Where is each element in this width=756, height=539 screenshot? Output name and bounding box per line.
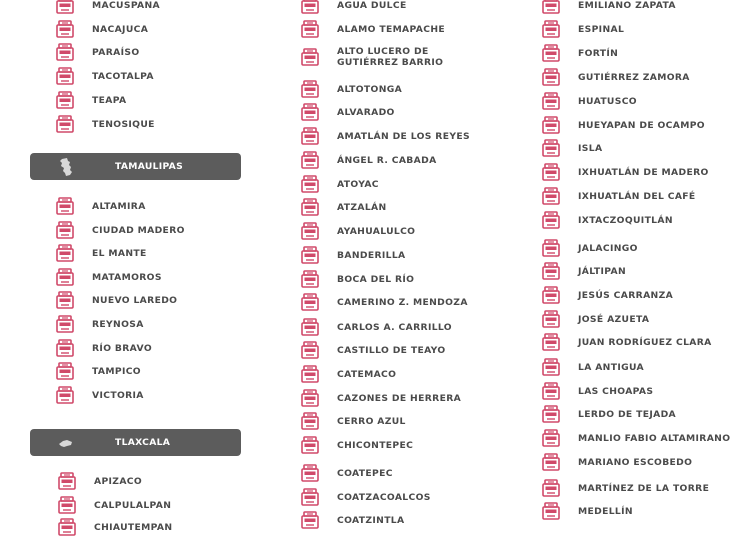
municipality-label: RÍO BRAVO bbox=[92, 342, 152, 354]
ballot-box-icon bbox=[542, 479, 560, 497]
municipality-label: CHICONTEPEC bbox=[337, 439, 414, 451]
municipality-label: TENOSIQUE bbox=[92, 118, 155, 130]
ballot-box-icon bbox=[542, 310, 560, 328]
municipality-label: ALTOTONGA bbox=[337, 83, 403, 95]
ballot-box-icon bbox=[301, 464, 319, 482]
ballot-box-icon bbox=[301, 198, 319, 216]
municipality-label: LAS CHOAPAS bbox=[578, 385, 654, 397]
municipality-item[interactable] bbox=[542, 501, 633, 521]
municipality-label: JESÚS CARRANZA bbox=[578, 289, 674, 301]
municipality-item[interactable] bbox=[542, 210, 673, 230]
municipality-label: CALPULALPAN bbox=[94, 499, 172, 511]
municipality-label: MATAMOROS bbox=[92, 271, 162, 283]
municipality-label: PARAÍSO bbox=[92, 46, 140, 58]
municipality-item[interactable] bbox=[542, 381, 653, 401]
municipality-label: ALVARADO bbox=[337, 106, 395, 118]
municipality-item[interactable] bbox=[542, 285, 673, 305]
municipality-item[interactable] bbox=[301, 435, 413, 455]
municipality-item[interactable] bbox=[542, 138, 602, 158]
municipality-item[interactable] bbox=[56, 220, 185, 240]
municipality-item[interactable] bbox=[58, 517, 172, 537]
municipality-item[interactable] bbox=[542, 186, 696, 206]
state-label: TAMAULIPAS bbox=[115, 161, 183, 172]
municipality-item[interactable] bbox=[56, 267, 162, 287]
ballot-box-icon bbox=[301, 488, 319, 506]
municipality-label: JALACINGO bbox=[578, 242, 638, 254]
municipality-item[interactable] bbox=[56, 0, 160, 15]
ballot-box-icon bbox=[56, 315, 74, 333]
municipality-label: TAMPICO bbox=[92, 365, 141, 377]
ballot-box-icon bbox=[542, 358, 560, 376]
municipality-label: HUATUSCO bbox=[578, 95, 637, 107]
municipality-label: TACOTALPA bbox=[92, 70, 154, 82]
municipality-label: ALTAMIRA bbox=[92, 200, 146, 212]
ballot-box-icon bbox=[542, 139, 560, 157]
municipality-item[interactable] bbox=[542, 115, 705, 135]
municipality-item[interactable] bbox=[301, 102, 395, 122]
ballot-box-icon bbox=[542, 20, 560, 38]
ballot-box-icon bbox=[301, 222, 319, 240]
municipality-label: COATEPEC bbox=[337, 467, 393, 479]
municipality-label: ÁNGEL R. CABADA bbox=[337, 154, 437, 166]
ballot-box-icon bbox=[301, 80, 319, 98]
ballot-box-icon bbox=[56, 43, 74, 61]
municipality-item[interactable] bbox=[542, 452, 692, 472]
municipality-item[interactable] bbox=[542, 238, 638, 258]
ballot-box-icon bbox=[56, 244, 74, 262]
municipality-label: BOCA DEL RÍO bbox=[337, 273, 415, 285]
ballot-box-icon bbox=[58, 496, 76, 514]
municipality-label: CASTILLO DE TEAYO bbox=[337, 344, 446, 356]
ballot-box-icon bbox=[56, 20, 74, 38]
ballot-box-icon bbox=[542, 116, 560, 134]
municipality-item[interactable] bbox=[56, 19, 148, 39]
municipality-label: CAZONES DE HERRERA bbox=[337, 392, 462, 404]
municipality-label: ESPINAL bbox=[578, 23, 625, 35]
municipality-item[interactable] bbox=[56, 314, 144, 334]
municipality-label: COATZACOALCOS bbox=[337, 491, 431, 503]
municipality-label: MEDELLÍN bbox=[578, 505, 633, 517]
ballot-box-icon bbox=[301, 151, 319, 169]
ballot-box-icon bbox=[301, 365, 319, 383]
ballot-box-icon bbox=[542, 44, 560, 62]
ballot-box-icon bbox=[56, 0, 74, 14]
municipality-item[interactable] bbox=[301, 0, 407, 15]
municipality-label: MACUSPANA bbox=[92, 0, 161, 11]
municipality-item[interactable] bbox=[542, 478, 709, 498]
municipality-item[interactable] bbox=[542, 19, 624, 39]
ballot-box-icon bbox=[56, 197, 74, 215]
municipality-item[interactable] bbox=[542, 261, 626, 281]
municipality-item[interactable] bbox=[542, 91, 637, 111]
municipality-label: EL MANTE bbox=[92, 247, 147, 259]
municipality-item[interactable] bbox=[301, 150, 437, 170]
municipality-label: ATOYAC bbox=[337, 178, 379, 190]
ballot-box-icon bbox=[56, 67, 74, 85]
municipality-item[interactable] bbox=[301, 19, 445, 39]
ballot-box-icon bbox=[56, 91, 74, 109]
state-header-tlaxcala[interactable] bbox=[30, 429, 241, 456]
tamaulipas-map-icon bbox=[58, 158, 74, 176]
municipality-item[interactable] bbox=[301, 269, 414, 289]
municipality-item[interactable] bbox=[301, 197, 387, 217]
municipality-label: CAMERINO Z. MENDOZA bbox=[337, 296, 468, 308]
ballot-box-icon bbox=[56, 115, 74, 133]
municipality-label: FORTÍN bbox=[578, 47, 619, 59]
municipality-label: GUTIÉRREZ ZAMORA bbox=[578, 71, 690, 83]
municipality-label: CIUDAD MADERO bbox=[92, 224, 185, 236]
municipality-label: NACAJUCA bbox=[92, 23, 149, 35]
municipality-item[interactable] bbox=[58, 471, 142, 491]
municipality-item[interactable] bbox=[301, 364, 396, 384]
ballot-box-icon bbox=[56, 386, 74, 404]
municipality-item[interactable] bbox=[301, 487, 431, 507]
municipality-label: AMATLÁN DE LOS REYES bbox=[337, 130, 470, 142]
municipality-label: HUEYAPAN DE OCAMPO bbox=[578, 119, 705, 131]
ballot-box-icon bbox=[542, 405, 560, 423]
ballot-box-icon bbox=[56, 268, 74, 286]
municipality-item[interactable] bbox=[56, 114, 155, 134]
ballot-box-icon bbox=[301, 20, 319, 38]
ballot-box-icon bbox=[301, 127, 319, 145]
municipality-item[interactable] bbox=[301, 388, 461, 408]
municipality-item[interactable] bbox=[301, 292, 468, 312]
municipality-label: MANLIO FABIO ALTAMIRANO bbox=[578, 432, 731, 444]
municipality-label: COATZINTLA bbox=[337, 514, 405, 526]
ballot-box-icon bbox=[542, 262, 560, 280]
municipality-item[interactable] bbox=[542, 309, 649, 329]
municipality-label: VICTORIA bbox=[92, 389, 144, 401]
ballot-box-icon bbox=[542, 0, 560, 14]
municipality-item[interactable] bbox=[56, 338, 152, 358]
municipality-label: ISLA bbox=[578, 142, 603, 154]
municipality-item[interactable] bbox=[301, 47, 487, 67]
municipality-label: TEAPA bbox=[92, 94, 127, 106]
municipality-item[interactable] bbox=[542, 0, 676, 15]
municipality-item[interactable] bbox=[301, 126, 470, 146]
municipality-item[interactable] bbox=[58, 495, 171, 515]
municipality-item[interactable] bbox=[542, 357, 644, 377]
municipality-item[interactable] bbox=[542, 43, 618, 63]
municipality-label: CERRO AZUL bbox=[337, 415, 406, 427]
municipality-item[interactable] bbox=[301, 510, 404, 530]
municipality-item[interactable] bbox=[56, 243, 147, 263]
municipality-label: CARLOS A. CARRILLO bbox=[337, 321, 452, 333]
ballot-box-icon bbox=[542, 211, 560, 229]
municipality-label: JÁLTIPAN bbox=[578, 265, 627, 277]
ballot-box-icon bbox=[542, 429, 560, 447]
tlaxcala-map-icon bbox=[58, 434, 74, 452]
ballot-box-icon bbox=[542, 239, 560, 257]
ballot-box-icon bbox=[301, 0, 319, 14]
municipality-label: NUEVO LAREDO bbox=[92, 294, 178, 306]
municipality-item[interactable] bbox=[301, 411, 406, 431]
municipality-item[interactable] bbox=[301, 79, 402, 99]
municipality-label: IXTACZOQUITLÁN bbox=[578, 214, 673, 226]
ballot-box-icon bbox=[542, 333, 560, 351]
municipality-label: AGUA DULCE bbox=[337, 0, 407, 11]
municipality-item[interactable] bbox=[542, 404, 676, 424]
municipality-label: IXHUATLÁN DEL CAFÉ bbox=[578, 190, 696, 202]
municipality-item[interactable] bbox=[301, 221, 415, 241]
municipality-label: MARIANO ESCOBEDO bbox=[578, 456, 693, 468]
municipality-label: ALAMO TEMAPACHE bbox=[337, 23, 445, 35]
ballot-box-icon bbox=[301, 175, 319, 193]
ballot-box-icon bbox=[542, 187, 560, 205]
ballot-box-icon bbox=[301, 246, 319, 264]
municipality-label: CATEMACO bbox=[337, 368, 397, 380]
ballot-box-icon bbox=[301, 293, 319, 311]
ballot-box-icon bbox=[542, 453, 560, 471]
ballot-box-icon bbox=[542, 92, 560, 110]
municipality-item[interactable] bbox=[56, 385, 144, 405]
municipality-item[interactable] bbox=[542, 162, 709, 182]
ballot-box-icon bbox=[301, 103, 319, 121]
ballot-box-icon bbox=[301, 389, 319, 407]
ballot-box-icon bbox=[301, 412, 319, 430]
ballot-box-icon bbox=[301, 436, 319, 454]
municipality-label: LA ANTIGUA bbox=[578, 361, 644, 373]
municipality-label: JUAN RODRÍGUEZ CLARA bbox=[578, 336, 712, 348]
ballot-box-icon bbox=[301, 270, 319, 288]
state-label: TLAXCALA bbox=[115, 437, 171, 448]
municipality-item[interactable] bbox=[56, 361, 141, 381]
state-header-tamaulipas[interactable] bbox=[30, 153, 241, 180]
municipality-item[interactable] bbox=[56, 90, 126, 110]
municipality-label: EMILIANO ZAPATA bbox=[578, 0, 676, 11]
ballot-box-icon bbox=[301, 48, 319, 66]
municipality-label: ATZALÁN bbox=[337, 201, 387, 213]
ballot-box-icon bbox=[542, 163, 560, 181]
municipality-label: BANDERILLA bbox=[337, 249, 406, 261]
municipality-item[interactable] bbox=[56, 42, 139, 62]
ballot-box-icon bbox=[542, 286, 560, 304]
municipality-item[interactable] bbox=[56, 290, 177, 310]
municipality-item[interactable] bbox=[301, 245, 406, 265]
municipality-item[interactable] bbox=[301, 174, 379, 194]
municipality-item[interactable] bbox=[542, 428, 730, 448]
municipality-item[interactable] bbox=[301, 340, 446, 360]
ballot-box-icon bbox=[542, 382, 560, 400]
ballot-box-icon bbox=[56, 339, 74, 357]
municipality-item[interactable] bbox=[542, 67, 690, 87]
ballot-box-icon bbox=[301, 341, 319, 359]
municipality-label: ALTO LUCERO DE GUTIÉRREZ BARRIO bbox=[337, 46, 444, 68]
ballot-box-icon bbox=[301, 318, 319, 336]
municipality-label: APIZACO bbox=[94, 475, 143, 487]
municipality-item[interactable] bbox=[301, 317, 452, 337]
ballot-box-icon bbox=[542, 502, 560, 520]
ballot-box-icon bbox=[301, 511, 319, 529]
municipality-label: CHIAUTEMPAN bbox=[94, 521, 173, 533]
municipality-label: JOSÉ AZUETA bbox=[578, 313, 650, 325]
ballot-box-icon bbox=[58, 472, 76, 490]
municipality-item[interactable] bbox=[56, 66, 154, 86]
ballot-box-icon bbox=[58, 518, 76, 536]
municipality-item[interactable] bbox=[301, 463, 393, 483]
municipality-label: IXHUATLÁN DE MADERO bbox=[578, 166, 709, 178]
municipality-item[interactable] bbox=[56, 196, 146, 216]
municipality-item[interactable] bbox=[542, 332, 712, 352]
ballot-box-icon bbox=[56, 362, 74, 380]
ballot-box-icon bbox=[56, 291, 74, 309]
municipality-label: LERDO DE TEJADA bbox=[578, 408, 676, 420]
municipality-label: REYNOSA bbox=[92, 318, 144, 330]
ballot-box-icon bbox=[542, 68, 560, 86]
ballot-box-icon bbox=[56, 221, 74, 239]
municipality-label: MARTÍNEZ DE LA TORRE bbox=[578, 482, 710, 494]
municipality-label: AYAHUALULCO bbox=[337, 225, 416, 237]
